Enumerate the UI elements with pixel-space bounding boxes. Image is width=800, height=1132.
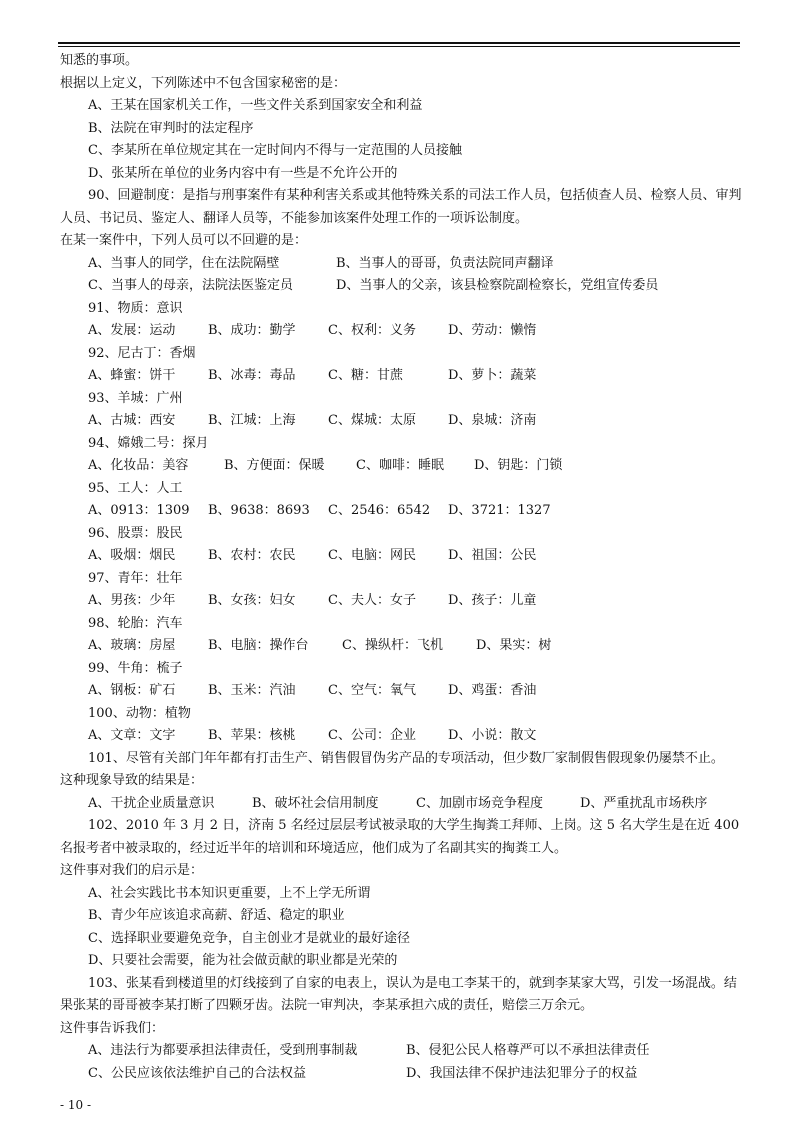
analogy-97 bbox=[60, 568, 744, 613]
option-b: B、冰毒：毒品 bbox=[208, 368, 296, 383]
option-b: B、农村：农民 bbox=[208, 548, 296, 563]
option-b: B、电脑：操作台 bbox=[208, 638, 309, 653]
analogy-99 bbox=[60, 658, 744, 703]
option-d: D、张某所在单位的业务内容中有一些是不允许公开的 bbox=[88, 165, 398, 181]
option-d: D、鸡蛋：香油 bbox=[448, 683, 537, 698]
option-a: A、王某在国家机关工作，一些文件关系到国家安全和利益 bbox=[88, 98, 423, 113]
options-row bbox=[60, 410, 744, 433]
option-d: D、只要社会需要，能为社会做贡献的职业都是光荣的 bbox=[88, 953, 398, 968]
options-row bbox=[60, 793, 744, 816]
option-d: D、果实：树 bbox=[476, 638, 552, 653]
option-b: B、方便面：保暖 bbox=[224, 458, 325, 473]
option-b: B、当事人的哥哥，负责法院同声翻译 bbox=[336, 255, 554, 271]
option-c: C、权利：义务 bbox=[328, 323, 416, 338]
question-title: 99、牛角：梳子 bbox=[88, 660, 183, 676]
analogy-92 bbox=[60, 343, 744, 388]
option-a: A、违法行为都要承担法律责任，受到刑事制裁 bbox=[88, 1043, 358, 1058]
question-title: 92、尼古丁：香烟 bbox=[88, 345, 196, 361]
option-c: C、当事人的母亲，法院法医鉴定员 bbox=[88, 278, 293, 293]
options-row bbox=[60, 275, 744, 298]
option-a: A、发展：运动 bbox=[88, 323, 176, 338]
question-title: 98、轮胎：汽车 bbox=[88, 615, 183, 631]
option-b: B、9638：8693 bbox=[208, 503, 310, 518]
options-row bbox=[60, 455, 744, 478]
option-a: A、钢板：矿石 bbox=[88, 683, 176, 698]
options-row bbox=[60, 680, 744, 703]
options-row bbox=[60, 365, 744, 388]
options-row bbox=[60, 1040, 744, 1063]
question-stem: 根据以上定义，下列陈述中不包含国家秘密的是： bbox=[60, 75, 347, 91]
options-row bbox=[60, 500, 744, 523]
analogy-94 bbox=[60, 433, 744, 478]
option-d: D、我国法律不保护违法犯罪分子的权益 bbox=[406, 1065, 638, 1081]
option-c: C、夫人：女子 bbox=[328, 593, 416, 608]
option-a: A、吸烟：烟民 bbox=[88, 548, 176, 563]
analogy-95 bbox=[60, 478, 744, 523]
analogy-98 bbox=[60, 613, 744, 658]
option-b: B、女孩：妇女 bbox=[208, 593, 296, 608]
option-a: A、蜂蜜：饼干 bbox=[88, 368, 176, 383]
option-d: D、小说：散文 bbox=[448, 728, 537, 743]
analogy-96 bbox=[60, 523, 744, 568]
option-d: D、萝卜：蔬菜 bbox=[448, 368, 537, 383]
option-d: D、当事人的父亲，该县检察院副检察长，党组宣传委员 bbox=[336, 278, 659, 293]
question-101-text: 101、尽管有关部门年年都有打击生产、销售假冒伪劣产品的专项活动，但少数厂家制假售假现象仍屡禁不止。 bbox=[88, 750, 724, 766]
option-d: D、严重扰乱市场秩序 bbox=[580, 795, 708, 811]
option-a: A、干扰企业质量意识 bbox=[88, 795, 215, 811]
question-103-text: 103、张某看到楼道里的灯线接到了自家的电表上，误认为是电工李某干的，就到李某家大骂，引发一场混战。结果张某的哥哥被李某打断了四颗牙齿。法院一审判决，李某承担六成的责任，赔偿三万余元。 bbox=[60, 975, 737, 1013]
option-c: C、咖啡：睡眠 bbox=[356, 458, 444, 473]
option-a: A、玻璃：房屋 bbox=[88, 638, 176, 653]
analogy-100 bbox=[60, 703, 744, 748]
options-row bbox=[60, 1063, 744, 1086]
option-b: B、成功：勤学 bbox=[208, 323, 296, 338]
option-c: C、选择职业要避免竞争，自主创业才是就业的最好途径 bbox=[88, 930, 410, 946]
options-row bbox=[60, 253, 744, 276]
option-b: B、苹果：核桃 bbox=[208, 728, 296, 743]
question-103-stem: 这件事告诉我们： bbox=[60, 1020, 165, 1036]
question-90-text: 90、回避制度：是指与刑事案件有某种利害关系或其他特殊关系的司法工作人员，包括侦查人员、检察人员、审判人员、书记员、鉴定人、翻译人员等，不能参加该案件处理工作的一项诉讼制度。 bbox=[60, 188, 742, 226]
question-title: 100、动物：植物 bbox=[88, 705, 191, 721]
option-d: D、孩子：儿童 bbox=[448, 593, 537, 608]
question-title: 91、物质：意识 bbox=[88, 300, 183, 316]
option-c: C、糖：甘蔗 bbox=[328, 368, 403, 383]
option-d: D、3721：1327 bbox=[448, 503, 551, 518]
header-rule-thick bbox=[58, 42, 740, 44]
option-b: B、青少年应该追求高薪、舒适、稳定的职业 bbox=[88, 908, 345, 923]
option-c: C、电脑：网民 bbox=[328, 548, 416, 563]
page-number: - 10 - bbox=[60, 1098, 92, 1112]
option-d: D、泉城：济南 bbox=[448, 413, 537, 428]
options-row bbox=[60, 635, 744, 658]
analogy-91 bbox=[60, 298, 744, 343]
analogy-93 bbox=[60, 388, 744, 433]
option-b: B、江城：上海 bbox=[208, 413, 296, 428]
option-a: A、文章：文字 bbox=[88, 728, 176, 743]
option-c: C、李某所在单位规定其在一定时间内不得与一定范围的人员接触 bbox=[88, 143, 462, 158]
option-c: C、公司：企业 bbox=[328, 728, 416, 743]
option-b: B、玉米：汽油 bbox=[208, 683, 296, 698]
question-102-text: 102、2010 年 3 月 2 日，济南 5 名经过层层考试被录取的大学生掏粪工拜师、上岗。这 5 名大学生是在近 400 名报考者中被录取的，经过近半年的培训和环境适应，他们成为了名副其实的掏粪工人。 bbox=[60, 818, 740, 856]
option-c: C、2546：6542 bbox=[328, 503, 431, 518]
option-a: A、古城：西安 bbox=[88, 413, 176, 428]
option-c: C、加剧市场竞争程度 bbox=[416, 795, 543, 811]
text-line: 知悉的事项。 bbox=[60, 53, 139, 68]
question-title: 96、股票：股民 bbox=[88, 525, 183, 541]
options-row bbox=[60, 590, 744, 613]
option-d: D、劳动：懒惰 bbox=[448, 323, 537, 338]
option-a: A、男孩：少年 bbox=[88, 593, 176, 608]
option-a: A、社会实践比书本知识更重要，上不上学无所谓 bbox=[88, 885, 371, 901]
option-a: A、0913：1309 bbox=[88, 503, 190, 518]
question-90-stem: 在某一案件中，下列人员可以不回避的是： bbox=[60, 233, 308, 248]
option-c: C、空气：氧气 bbox=[328, 683, 416, 698]
question-title: 93、羊城：广州 bbox=[88, 390, 183, 406]
header-rule-thin bbox=[58, 46, 740, 47]
option-d: D、钥匙：门锁 bbox=[474, 458, 563, 473]
option-c: C、操纵杆：飞机 bbox=[342, 638, 443, 653]
question-title: 97、青年：壮年 bbox=[88, 570, 183, 586]
option-b: B、破坏社会信用制度 bbox=[252, 795, 379, 811]
question-title: 94、嫦娥二号：探月 bbox=[88, 435, 209, 451]
option-c: C、煤城：太原 bbox=[328, 413, 416, 428]
option-a: A、当事人的同学，住在法院隔壁 bbox=[88, 255, 280, 271]
option-d: D、祖国：公民 bbox=[448, 548, 537, 563]
options-row bbox=[60, 545, 744, 568]
question-101-stem: 这种现象导致的结果是： bbox=[60, 773, 204, 788]
options-row bbox=[60, 725, 744, 748]
document-body bbox=[60, 50, 744, 1085]
option-a: A、化妆品：美容 bbox=[88, 458, 189, 473]
question-102-stem: 这件事对我们的启示是： bbox=[60, 863, 204, 878]
question-title: 95、工人：人工 bbox=[88, 480, 183, 496]
option-b: B、法院在审判时的法定程序 bbox=[88, 120, 254, 136]
options-row bbox=[60, 320, 744, 343]
option-b: B、侵犯公民人格尊严可以不承担法律责任 bbox=[406, 1043, 650, 1058]
option-c: C、公民应该依法维护自己的合法权益 bbox=[88, 1065, 306, 1081]
